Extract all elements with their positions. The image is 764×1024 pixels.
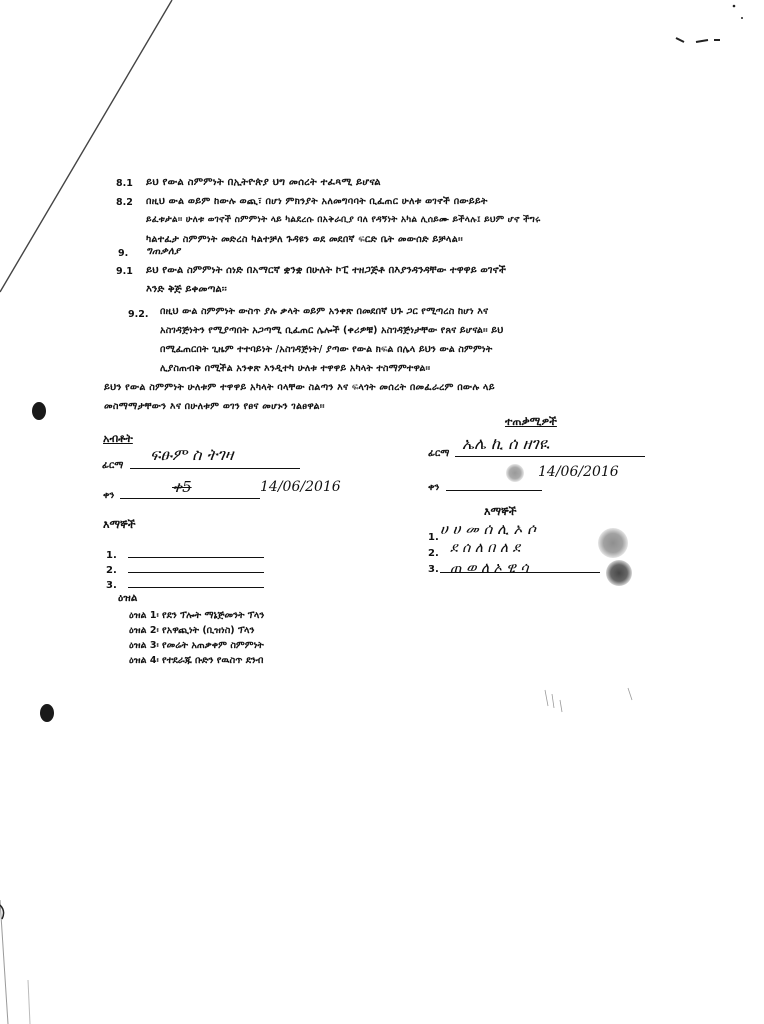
annex-title: ዕዝል [118,592,138,604]
right-sign-line [455,456,645,457]
right-sign-label: ፊርማ [428,448,450,459]
thumbprint-1 [598,528,628,558]
clause-number-9-2: 9.2. [128,309,149,320]
right-witness-3-signature: ጠ ወ ለ ኦ ዊ ሳ [450,560,529,576]
clause-9-1-text: ይህ የውል ስምምነት ሰነድ በአማርኛ ቋንቋ በሁለት ኮፒ ተዘጋጅቶ በእያንዳንዳቸው ተዋዋይ ወገኖች እንድ ቅጅ ይቀመጣል፡፡ [146,265,506,295]
punch-hole-bottom [40,704,54,722]
right-date-stamp-smudge [506,464,524,482]
right-date-label: ቀን [428,482,440,493]
thumbprint-2 [606,560,632,586]
left-sign-label: ፊርማ [102,460,124,471]
clause-number-9-1: 9.1 [116,266,133,277]
right-date-line [446,490,542,491]
clause-number-8-1: 8.1 [116,178,133,189]
clause-9-2-text: በዚህ ውል ስምምነት ውስጥ ያሉ ቃላት ወይም አንቀጽ በመደበኛ ህጉ ጋር የሚጣረስ ከሆነ እና አስገዳጅነትን የሚያጣበት አጋጣሚ ቢፈጠር ሌሎች (ቀሪዎቹ) አስገዳጅነታቸው የጸና ይሆናል፡፡ ይህ በሚፈጠርበት ጊዜም ተተባይነት /አስገዳጅነት/ ያጣው የውል ክፍል በሌላ ይህን ውል ስምምነት ሊያስጠብቅ በሚችል አንቀጽ እንዲተካ ሁለቱ ተዋዋይ አካላት ተስማምተዋል፡፡ [160,306,504,374]
left-witness-line-1 [128,557,264,558]
clause-number-9: 9. [118,248,129,259]
left-date-line [120,498,260,499]
left-witness-line-3 [128,587,264,588]
clause-8-1-text: ይህ የውል ስምምነት በኢትዮጵያ ህግ መሰረት ተፈጻሚ ይሆናል [146,177,381,188]
left-party-title: አብቶት [103,432,133,445]
right-party-title: ተጠቃሚዎች [505,415,557,428]
left-date-label: ቀን [103,490,115,501]
clause-9-heading: ግጠቃለያ [146,246,181,257]
clause-number-8-2: 8.2 [116,197,133,208]
right-witness-line-3 [440,572,600,573]
right-witness-1-signature: ሀ ሀ መ ሰ ሊ ኦ ሶ [440,520,536,538]
right-witness-numbers: 1. 2. 3. [428,532,439,575]
right-date-value: 14/06/2016 [538,464,619,480]
left-sign-line [130,468,300,469]
right-witness-2-signature: ደ ሰ ለ በ ለ ደ [450,540,521,556]
clause-8-2-text: በዚህ ውል ወይም ከውሉ ወጪ፣ በሆነ ምክንያት አለመግባባት ቢፈጠር ሁለቱ ወገኖች በውይይት ይፈቱታል፡፡ ሁለቱ ወገኖች ስምምነት ላይ ካልደረሱ በአቅራቢያ ባለ የዳኝነት አካል ሊሰይሙ ይችላሉ፤ ይህም ሆኖ ችግሩ ካልተፈታ ስምምነት መድረስ ካልተቻለ ጉዳዩን ወደ መደበኛ ፍርድ ቤት መውሰድ ይቻላል፡፡ [146,196,541,245]
left-date-mark: ቀ5 [172,478,192,496]
left-witnesses-title: እማኞች [103,518,136,531]
annex-list: ዕዝል 1፡ የደን ፕሎት ማኔጅመንት ፕላን ዕዝል 2፡ የአዋጪነት (ቢዝነስ) ፕላን ዕዝል 3፡ የመሬት አጠቃቀም ስምምነት ዕዝል 4፡ የተደራጁ ቡድን የዉስጥ ደንብ [129,610,265,666]
left-signature: ፍፁም ስ ትገዛ [150,445,234,464]
punch-hole-top [32,402,46,420]
right-witnesses-title: እማኞች [484,505,517,518]
left-witness-line-2 [128,572,264,573]
right-signature: ኤሌ ኪ ሰ ዘገዪ [462,434,550,453]
left-date-value: 14/06/2016 [260,479,341,495]
closing-statement: ይህን የውል ስምምነት ሁለቱም ተዋዋይ አካላት ባላቸው ስልጣን እና ፍላጎት መሰረት በመፈራረም በውሉ ላይ መስማማታቸውን እና በሁለቱም ወገን የፀና መሆኑን ገልፀዋል፡፡ [104,382,495,412]
left-witness-numbers: 1. 2. 3. [106,550,117,591]
